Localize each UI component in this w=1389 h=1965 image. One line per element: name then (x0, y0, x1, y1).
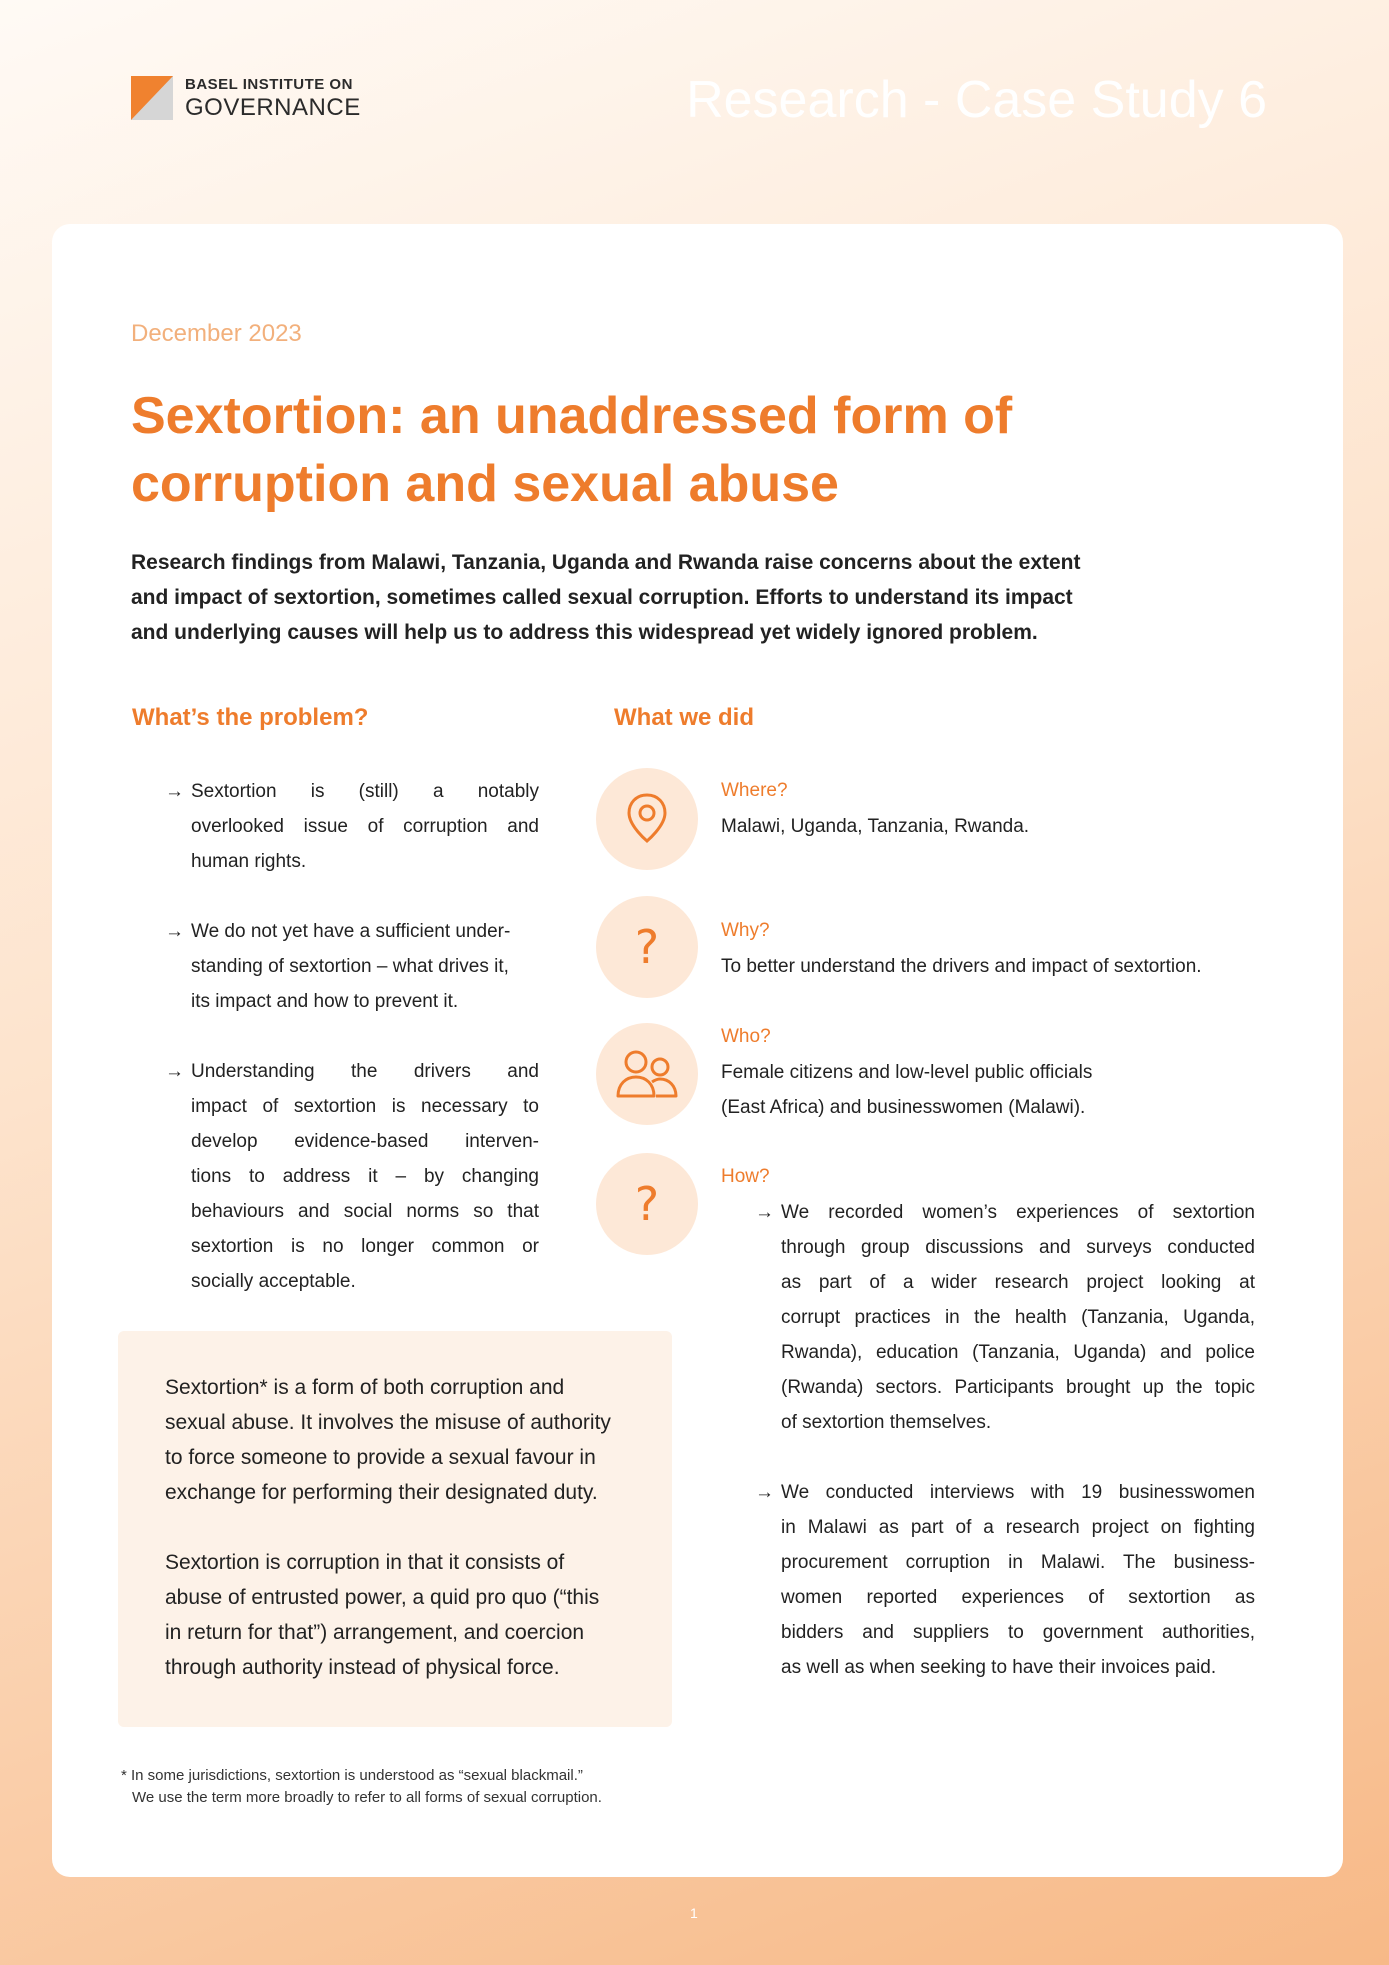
arrow-right-icon: → (165, 781, 184, 802)
how-label: How? (721, 1166, 770, 1187)
arrow-right-icon: → (755, 1482, 774, 1503)
arrow-right-icon: → (755, 1202, 774, 1223)
title-line: corruption and sexual abuse (131, 455, 839, 513)
logo (131, 76, 361, 120)
title-line: Sextortion: an unaddressed form of (131, 387, 1013, 445)
where-label: Where? (721, 780, 788, 801)
footnote: * In some jurisdictions, sextortion is understood as “sexual blackmail.” We use the term more broadly to refer to all forms of sexual corruption. (121, 1767, 602, 1806)
problem-bullet: → Understanding the drivers and impact of sextortion is necessary to develop evidence-based interven- tions to address it – by changing behaviours and social norms so that sextortion is no longer common or socially acceptable. (165, 1054, 539, 1299)
problem-heading: What’s the problem? (132, 704, 369, 731)
problem-bullet: → Sextortion is (still) a notably overlooked issue of corruption and human rights. (165, 774, 539, 879)
publication-date: December 2023 (131, 320, 302, 347)
intro-line: and impact of sextortion, sometimes called sexual corruption. Efforts to understand its impact (131, 586, 1073, 609)
arrow-right-icon: → (165, 921, 184, 942)
page-number: 1 (690, 1905, 698, 1921)
where-value: Malawi, Uganda, Tanzania, Rwanda. (721, 816, 1030, 837)
definition-paragraph: Sextortion* is a form of both corruption and sexual abuse. It involves the misuse of authority to force someone to provide a sexual favour in exchange for performing their designated duty. (165, 1376, 611, 1504)
location-pin-icon (596, 768, 698, 870)
problem-bullet: → We do not yet have a sufficient under- standing of sextortion – what drives it, its impact and how to prevent it. (165, 914, 539, 1019)
arrow-right-icon: → (165, 1061, 184, 1082)
intro-paragraph (131, 545, 1231, 650)
question-icon: ? (596, 896, 698, 998)
logo-mark (131, 76, 173, 120)
why-label: Why? (721, 920, 770, 941)
how-bullet: → We conducted interviews with 19 businesswomen in Malawi as part of a research project on fighting procurement corruption in Malawi. The business- women reported experiences of sextortion as bidders and suppliers to government authorities, as well as when seeking to have their invoices paid. (755, 1475, 1255, 1685)
who-label: Who? (721, 1026, 771, 1047)
logo-line1: BASEL INSTITUTE ON (185, 75, 353, 93)
why-value: To better understand the drivers and impact of sextortion. (721, 956, 1202, 977)
who-value: Female citizens and low-level public officials (East Africa) and businesswomen (Malawi). (721, 1062, 1093, 1118)
did-heading: What we did (614, 704, 754, 731)
people-icon (596, 1023, 698, 1125)
logo-line2: GOVERNANCE (185, 93, 361, 121)
series-title: Research - Case Study 6 (686, 71, 1267, 129)
definition-paragraph: Sextortion is corruption in that it consists of abuse of entrusted power, a quid pro quo (“this in return for that”) arrangement, and coercion through authority instead of physical force. (165, 1551, 600, 1679)
intro-line: and underlying causes will help us to address this widespread yet widely ignored problem. (131, 621, 1038, 644)
page-title (131, 382, 1131, 518)
how-bullet: → We recorded women’s experiences of sextortion through group discussions and surveys conducted as part of a wider research project looking at corrupt practices in the health (Tanzania, Uganda, Rwanda), education (Tanzania, Uganda) and police (Rwanda) sectors. Participants brought up the topic of sextortion themselves. (755, 1195, 1255, 1440)
question-icon: ? (596, 1153, 698, 1255)
intro-line: Research findings from Malawi, Tanzania, Uganda and Rwanda raise concerns about the extent (131, 551, 1081, 574)
